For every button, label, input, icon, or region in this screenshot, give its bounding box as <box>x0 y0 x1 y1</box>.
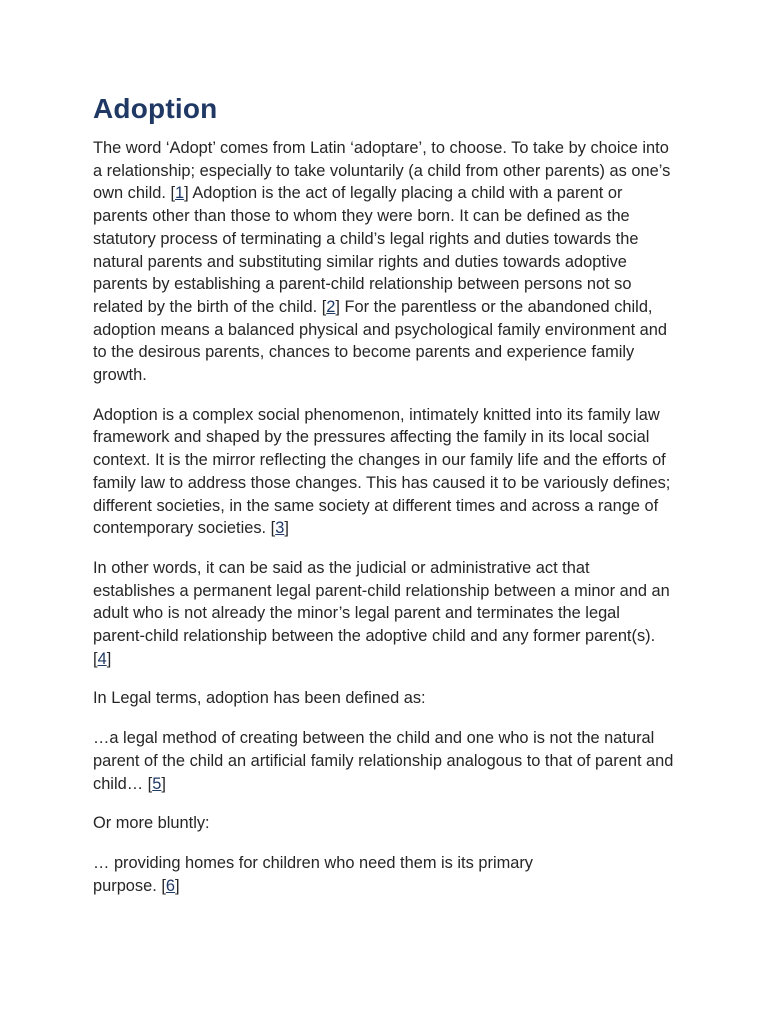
quote-2-text: … providing homes for children who need them is its primary purpose. <box>93 853 534 895</box>
paragraph-1-text-c: For the parentless or the abandoned child, adoption means a balanced physical and psychological family environment and to the desirous parents, chances to become parents and experience family growth. <box>93 297 668 385</box>
quote-2 <box>93 852 593 897</box>
page-title: Adoption <box>93 93 218 124</box>
paragraph-4 <box>93 687 676 710</box>
quote-1 <box>93 727 676 795</box>
paragraph-3 <box>93 557 676 671</box>
paragraph-2 <box>93 404 676 540</box>
footnote-link-4[interactable]: 4 <box>97 649 107 668</box>
paragraph-1-text-a: The word ‘Adopt’ comes from Latin ‘adoptare’, to choose. To take by choice into a relationship; especially to take voluntarily (a child from other parents) as one’s own child. <box>93 139 671 203</box>
paragraph-2-text: Adoption is a complex social phenomenon, intimately knitted into its family law framework and shaped by the pressures affecting the family in its local social context. It is the mirror reflecting the changes in our family life and the efforts of family law to address those changes. This has caused it to be variously defines; different societies, in the same society at different times and across a range of contemporary societies. <box>93 405 671 538</box>
footnote-ref-6[interactable]: [6] <box>161 876 180 895</box>
footnote-ref-2[interactable]: [2] <box>321 297 340 316</box>
footnote-link-1[interactable]: 1 <box>175 184 185 203</box>
paragraph-1-text-b: Adoption is the act of legally placing a child with a parent or parents other than those to whom they were born. It can be defined as the statutory process of terminating a child’s legal rights and duties towards the natural parents and substituting similar rights and duties towards adoptive parents by establishing a parent-child relationship between persons not so related by the birth of the child. <box>93 184 639 316</box>
paragraph-1 <box>93 137 676 387</box>
footnote-link-5[interactable]: 5 <box>152 774 162 793</box>
footnote-link-6[interactable]: 6 <box>165 876 176 895</box>
paragraph-3-text: In other words, it can be said as the judicial or administrative act that establishes a permanent legal parent-child relationship between a minor and an adult who is not already the minor’s legal parent and terminates the legal parent-child relationship between the adoptive child and any former parent(s). <box>93 558 670 646</box>
footnote-link-2[interactable]: 2 <box>326 297 336 316</box>
footnote-ref-5[interactable]: [5] <box>147 774 166 793</box>
quote-1-text: …a legal method of creating between the child and one who is not the natural parent of the child an artificial family relationship analogous to that of parent and child… <box>93 729 674 793</box>
paragraph-5-text: Or more bluntly: <box>93 814 210 833</box>
paragraph-4-text: In Legal terms, adoption has been defined as: <box>93 689 426 708</box>
footnote-ref-3[interactable]: [3] <box>270 519 289 538</box>
footnote-ref-1[interactable]: [1] <box>170 184 189 203</box>
footnote-link-3[interactable]: 3 <box>275 519 285 538</box>
footnote-ref-4[interactable]: [4] <box>93 649 112 668</box>
paragraph-5 <box>93 812 676 835</box>
